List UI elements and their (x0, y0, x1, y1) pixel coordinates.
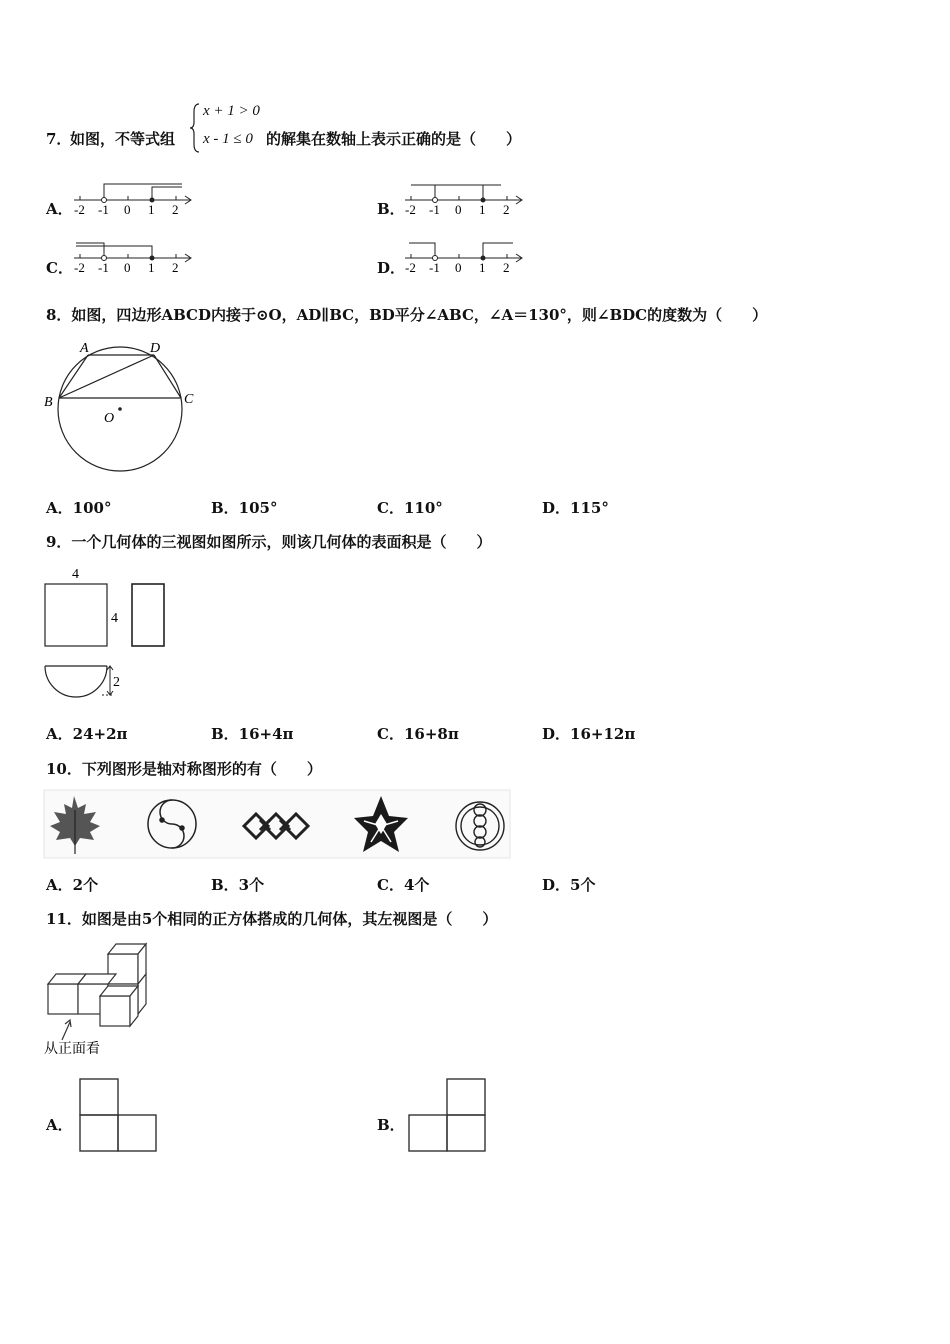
tick-label: 0 (455, 260, 462, 275)
q10-figures (44, 790, 510, 858)
q7-option-a-label: A． (46, 200, 73, 218)
q11-cube-figure (44, 940, 159, 1065)
q7-inequality-2: x - 1 ≤ 0 (203, 131, 253, 147)
tick-label: 1 (479, 202, 486, 217)
q9-three-views (42, 564, 172, 704)
q10-option-a: A．2个 (46, 876, 99, 894)
q7-option-b-numberline (403, 180, 528, 220)
point-d-label: D (150, 341, 161, 356)
tick-label: -1 (429, 202, 440, 217)
tick-label: -2 (405, 260, 416, 275)
q7-option-d-label: D． (377, 259, 406, 277)
q7-option-c-label: C． (46, 259, 73, 277)
dim-width-label: 4 (72, 567, 79, 582)
q8-option-d: D．115° (542, 499, 609, 517)
tick-label: -2 (74, 202, 85, 217)
q7-option-b-label: B． (377, 200, 405, 218)
side-view (132, 584, 164, 646)
point-c-label: C (184, 392, 194, 407)
tick-label: 2 (503, 260, 510, 275)
tick-label: 1 (148, 202, 155, 217)
tick-label: -1 (98, 202, 109, 217)
tick-label: 0 (124, 202, 131, 217)
tick-label: -2 (405, 202, 416, 217)
tick-label: 1 (148, 260, 155, 275)
view-direction-caption: 从正面看 (44, 1042, 100, 1057)
q10-stem: 10．下列图形是轴对称图形的有（ ） (46, 760, 322, 778)
point-b-label: B (44, 395, 53, 410)
q9-option-b: B．16+4π (211, 725, 294, 743)
dim-height-label: 4 (111, 611, 118, 626)
q11-stem: 11．如图是由5个相同的正方体搭成的几何体，其左视图是（ ） (46, 910, 498, 928)
q9-stem: 9．一个几何体的三视图如图所示，则该几何体的表面积是（ ） (46, 533, 492, 551)
top-view (45, 666, 107, 697)
q7-number: 7． (46, 130, 72, 148)
tick-label: 2 (172, 202, 179, 217)
tick-label: -1 (429, 260, 440, 275)
q8-circle-figure (42, 338, 202, 478)
q8-option-a: A．100° (46, 499, 112, 517)
tick-label: 0 (124, 260, 131, 275)
point-a-label: A (80, 341, 89, 356)
q8-option-b: B．105° (211, 499, 278, 517)
q7-prefix: 如图，不等式组 (70, 130, 176, 148)
tick-label: 2 (503, 202, 510, 217)
q7-option-d-numberline (403, 238, 528, 278)
q11-option-b: B． (377, 1116, 405, 1134)
tick-label: 2 (172, 260, 179, 275)
q9-option-c: C．16+8π (377, 725, 459, 743)
front-view (45, 584, 107, 646)
q10-option-c: C．4个 (377, 876, 430, 894)
q7-inequality-1: x + 1 > 0 (203, 103, 260, 119)
q10-option-b: B．3个 (211, 876, 265, 894)
tick-label: -1 (98, 260, 109, 275)
q7-suffix: 的解集在数轴上表示正确的是（ ） (266, 130, 522, 148)
q11-option-a-view (78, 1077, 158, 1153)
q9-option-d: D．16+12π (542, 725, 636, 743)
q9-option-a: A．24+2π (46, 725, 128, 743)
dim-depth-label: 2 (113, 675, 120, 690)
tick-label: 0 (455, 202, 462, 217)
tick-label: 1 (479, 260, 486, 275)
q7-option-a-numberline (72, 180, 197, 220)
q11-option-a: A． (46, 1116, 73, 1134)
tick-label: -2 (74, 260, 85, 275)
q11-option-b-view (407, 1077, 487, 1153)
q8-option-c: C．110° (377, 499, 443, 517)
point-o-label: O (104, 411, 115, 426)
q7-option-c-numberline (72, 238, 197, 278)
q8-stem: 8．如图，四边形ABCD内接于⊙O，AD∥BC，BD平分∠ABC，∠A＝130°，则∠BDC的度数为（ ） (46, 306, 768, 324)
q10-option-d: D．5个 (542, 876, 596, 894)
